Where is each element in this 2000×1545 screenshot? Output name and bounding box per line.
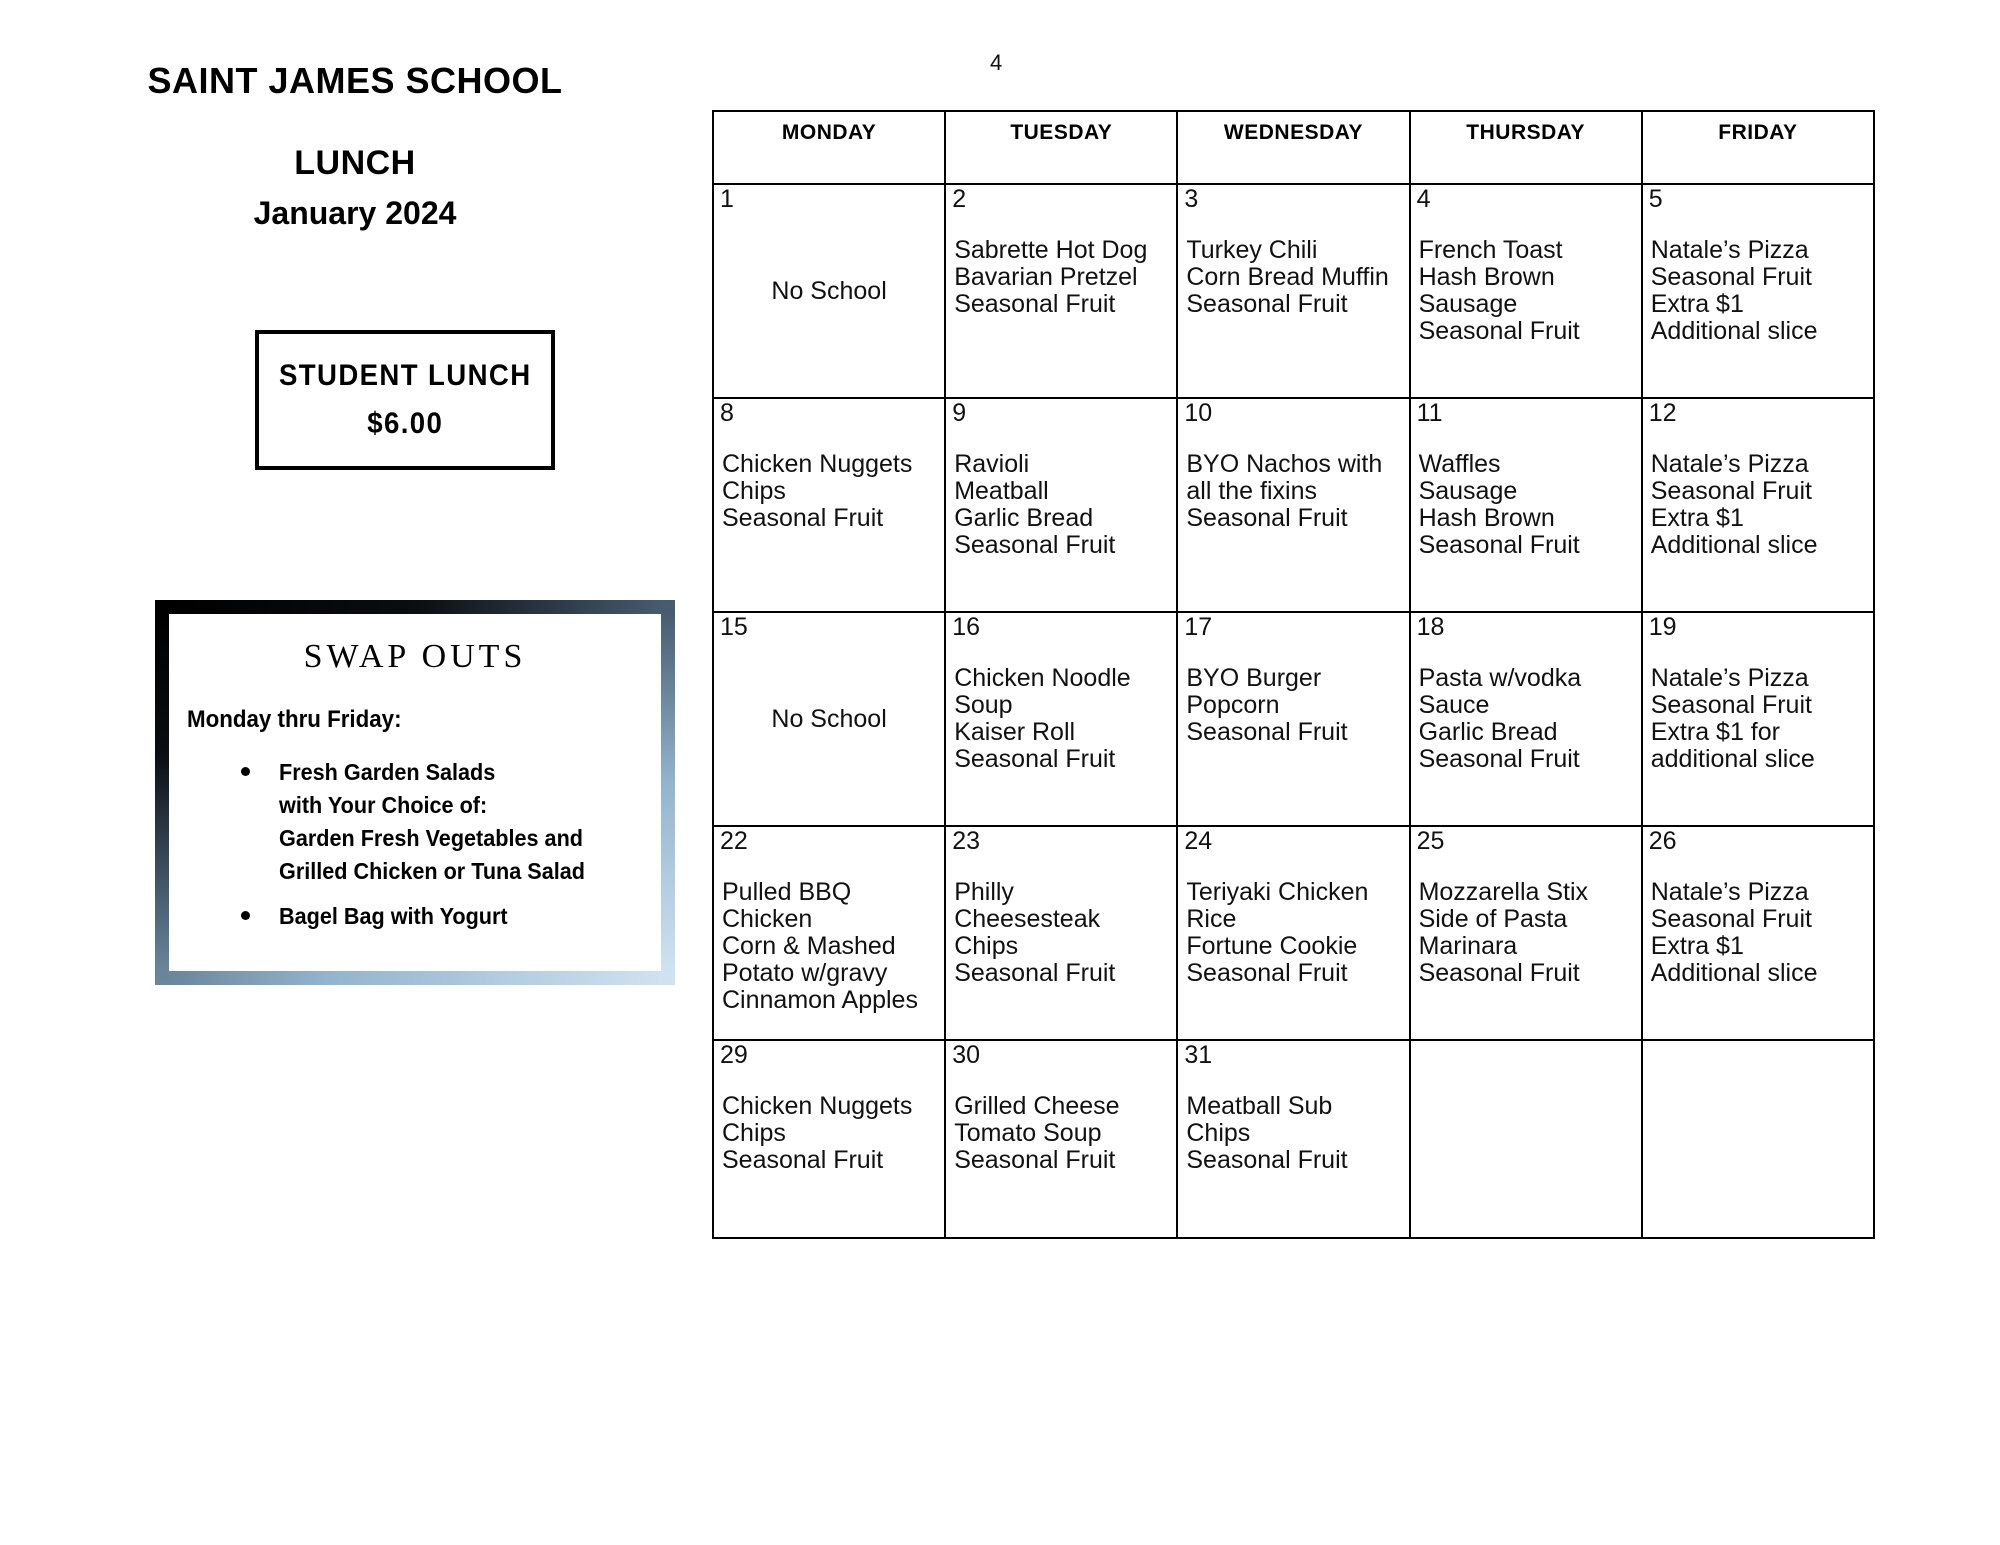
day-number: 4 [1416,185,1431,213]
menu-item-list [954,237,1172,318]
calendar-day-cell[interactable] [1642,826,1874,1040]
calendar-column-header: WEDNESDAY [1177,111,1409,184]
menu-item: Seasonal Fruit [954,1146,1116,1174]
swap-out-line: Garden Fresh Vegetables and [279,825,584,851]
month-year-label: January 2024 [253,195,457,231]
calendar-day-cell[interactable] [945,1040,1177,1238]
menu-item: Seasonal Fruit [1186,1146,1348,1174]
menu-item: Chips [722,1119,786,1147]
swap-out-line: Grilled Chicken or Tuna Salad [279,858,585,884]
menu-item-list [954,1093,1172,1174]
day-number: 8 [720,399,734,427]
menu-item: Seasonal Fruit [1650,691,1812,719]
calendar-day-cell[interactable] [1642,612,1874,826]
menu-item-list [1651,451,1869,559]
calendar-column-header: FRIDAY [1642,111,1874,184]
day-number: 25 [1416,827,1445,855]
menu-item: Seasonal Fruit [954,531,1116,559]
calendar-day-cell[interactable] [1410,612,1642,826]
calendar-day-cell[interactable] [1410,398,1642,612]
menu-item: Sabrette Hot Dog [954,236,1148,264]
calendar-day-cell[interactable] [1642,184,1874,398]
menu-item: Seasonal Fruit [1186,718,1348,746]
menu-item: Philly [954,878,1014,906]
left-info-column [0,60,700,232]
menu-item: Hash Brown [1418,504,1555,532]
menu-item-list [1651,665,1869,773]
menu-item: Kaiser Roll [954,718,1076,746]
swap-outs-list [185,756,645,933]
menu-item: all the fixins [1186,477,1317,505]
menu-item: Corn Bread Muffin [1186,263,1389,291]
day-number: 16 [952,613,980,641]
menu-item: Chips [1186,1119,1251,1147]
calendar-day-cell[interactable] [713,1040,945,1238]
menu-item-list [1419,665,1637,773]
day-number: 15 [720,613,748,641]
menu-item: Tomato Soup [954,1119,1102,1147]
calendar-week-row [713,398,1874,612]
menu-item: Pasta w/vodka [1418,664,1582,692]
menu-item: Chicken [722,905,813,933]
menu-item: Seasonal Fruit [1650,477,1812,505]
calendar-day-cell[interactable] [713,612,945,826]
day-number: 19 [1648,613,1677,641]
menu-item: Seasonal Fruit [1186,290,1348,318]
menu-item: Seasonal Fruit [1650,905,1812,933]
menu-item: Extra $1 [1650,932,1744,960]
menu-item: Meatball [954,477,1049,505]
menu-item: Turkey Chili [1186,236,1318,264]
calendar-column-header: TUESDAY [945,111,1177,184]
day-number: 9 [952,399,967,427]
bullet-icon [241,767,250,776]
menu-item: Seasonal Fruit [1650,263,1812,291]
calendar-day-cell[interactable] [1177,612,1409,826]
menu-item: French Toast [1418,236,1563,264]
calendar-day-cell[interactable] [1410,1040,1642,1238]
menu-item: Sauce [1418,691,1490,719]
menu-item: Mozzarella Stix [1418,878,1589,906]
menu-item: Seasonal Fruit [1418,959,1580,987]
menu-item: Seasonal Fruit [722,504,884,532]
no-school-label: No School [771,277,887,305]
calendar-column-header: THURSDAY [1410,111,1642,184]
swap-out-item [185,756,645,888]
menu-item: Chips [722,477,786,505]
menu-item: Corn & Mashed [722,932,896,960]
swap-out-line: Fresh Garden Salads [279,759,496,785]
menu-item: Garlic Bread [954,504,1094,532]
swap-outs-title: SWAP OUTS [303,638,527,675]
calendar-body [713,184,1874,1238]
student-lunch-price-box [255,330,555,470]
calendar-day-cell[interactable] [945,612,1177,826]
menu-item: Chicken Nuggets [722,450,913,478]
menu-item-list [1186,451,1404,532]
menu-item: Seasonal Fruit [1186,959,1348,987]
menu-item: Waffles [1418,450,1501,478]
menu-item: BYO Burger [1186,664,1322,692]
swap-outs-box [155,600,675,985]
day-number: 18 [1416,613,1445,641]
menu-item: Additional slice [1650,959,1818,987]
menu-item: Additional slice [1650,317,1818,345]
day-number: 30 [952,1041,980,1069]
menu-item: Cheesesteak [954,905,1101,933]
menu-item-list [722,879,940,1014]
menu-item: Teriyaki Chicken [1186,878,1369,906]
page-number: 4 [990,50,1003,75]
calendar-day-cell[interactable] [1642,1040,1874,1238]
student-lunch-price: $6.00 [367,407,443,440]
menu-item: Bavarian Pretzel [954,263,1138,291]
menu-item: Extra $1 [1650,504,1744,532]
menu-item: Side of Pasta [1418,905,1568,933]
menu-item: Seasonal Fruit [1418,317,1580,345]
swap-outs-subtitle: Monday thru Friday: [187,706,402,733]
menu-item: BYO Nachos with [1186,450,1383,478]
swap-out-line: with Your Choice of: [279,792,488,818]
calendar-day-cell[interactable] [713,184,945,398]
menu-item: Natale’s Pizza [1650,664,1809,692]
calendar-day-cell[interactable] [713,826,945,1040]
no-school-label: No School [771,705,887,733]
calendar-day-cell[interactable] [945,398,1177,612]
menu-item-list [1419,451,1637,559]
menu-item: Potato w/gravy [722,959,888,987]
menu-item: Seasonal Fruit [954,745,1116,773]
menu-item-list [1186,879,1404,987]
menu-item: Sausage [1418,477,1518,505]
calendar-header-row [713,111,1874,184]
menu-item-list [954,665,1172,773]
menu-item-list [954,451,1172,559]
menu-item: Chicken Noodle [954,664,1131,692]
menu-item: Seasonal Fruit [722,1146,884,1174]
menu-item: additional slice [1650,745,1815,773]
day-number: 23 [952,827,980,855]
calendar-day-cell[interactable] [1642,398,1874,612]
day-number: 12 [1648,399,1677,427]
menu-item: Fortune Cookie [1186,932,1358,960]
day-number: 2 [952,185,967,213]
calendar-week-row [713,1040,1874,1238]
menu-item: Meatball Sub [1186,1092,1333,1120]
day-number: 24 [1184,827,1213,855]
menu-item: Extra $1 for [1650,718,1780,746]
calendar-day-cell[interactable] [945,184,1177,398]
menu-item: Seasonal Fruit [1186,504,1348,532]
day-number: 10 [1184,399,1213,427]
calendar-day-cell[interactable] [1177,826,1409,1040]
menu-item-list [1419,879,1637,987]
menu-item-list [954,879,1172,987]
menu-item: Additional slice [1650,531,1818,559]
menu-item: Natale’s Pizza [1650,878,1809,906]
menu-item-list [1186,665,1404,746]
calendar-day-cell[interactable] [1177,1040,1409,1238]
menu-item: Seasonal Fruit [1418,745,1580,773]
day-number: 5 [1648,185,1663,213]
menu-item-list [1186,237,1404,318]
menu-item: Popcorn [1186,691,1280,719]
calendar-column-header: MONDAY [713,111,945,184]
menu-item: Garlic Bread [1418,718,1558,746]
menu-item-list [1186,1093,1404,1174]
menu-item: Hash Brown [1418,263,1555,291]
menu-item-list [722,1093,940,1174]
calendar-day-cell[interactable] [1410,826,1642,1040]
student-lunch-label: STUDENT LUNCH [278,359,532,392]
day-number: 31 [1184,1041,1213,1069]
calendar-week-row [713,184,1874,398]
menu-item: Ravioli [954,450,1030,478]
calendar-day-cell[interactable] [1177,184,1409,398]
day-number: 17 [1184,613,1213,641]
calendar-day-cell[interactable] [713,398,945,612]
lunch-calendar [712,110,1875,1239]
swap-out-line: Bagel Bag with Yogurt [279,903,508,929]
menu-item: Extra $1 [1650,290,1744,318]
menu-item: Chips [954,932,1019,960]
menu-item-list [1651,237,1869,345]
swap-out-item [185,900,645,933]
calendar-day-cell[interactable] [1410,184,1642,398]
day-number: 26 [1648,827,1677,855]
school-name: SAINT JAMES SCHOOL [147,60,563,101]
menu-item: Seasonal Fruit [1418,531,1580,559]
menu-item: Chicken Nuggets [722,1092,913,1120]
menu-item-list [1419,237,1637,345]
calendar-day-cell[interactable] [945,826,1177,1040]
menu-item: Marinara [1418,932,1518,960]
menu-item: Grilled Cheese [954,1092,1120,1120]
day-number: 3 [1184,185,1199,213]
menu-item: Soup [954,691,1013,719]
menu-item: Natale’s Pizza [1650,236,1809,264]
menu-item: Seasonal Fruit [954,290,1116,318]
bullet-icon [241,911,250,920]
calendar-week-row [713,612,1874,826]
menu-item: Natale’s Pizza [1650,450,1809,478]
menu-item-list [722,451,940,532]
menu-item: Rice [1186,905,1237,933]
menu-item-list [1651,879,1869,987]
menu-item: Pulled BBQ [722,878,852,906]
calendar-week-row [713,826,1874,1040]
calendar-day-cell[interactable] [1177,398,1409,612]
menu-item: Cinnamon Apples [722,986,918,1014]
meal-label: LUNCH [294,144,416,182]
day-number: 29 [720,1041,748,1069]
menu-item: Seasonal Fruit [954,959,1116,987]
day-number: 22 [720,827,748,855]
menu-item: Sausage [1418,290,1518,318]
day-number: 1 [720,185,734,213]
day-number: 11 [1416,399,1443,427]
